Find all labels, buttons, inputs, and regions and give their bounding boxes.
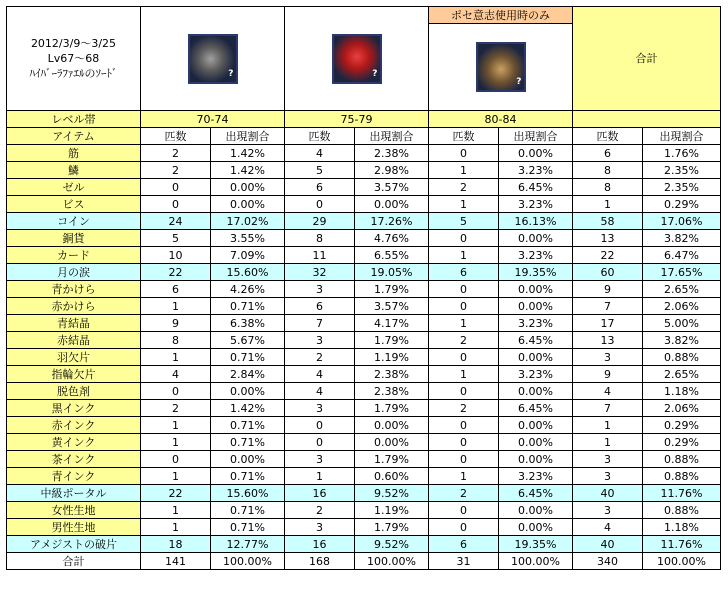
item-name: ゼル bbox=[7, 179, 141, 196]
count-cell: 2 bbox=[285, 502, 355, 519]
rate-cell: 0.00% bbox=[211, 451, 285, 468]
rate-cell: 0.60% bbox=[355, 468, 429, 485]
table-row bbox=[7, 264, 721, 281]
table-row bbox=[7, 434, 721, 451]
count-cell: 1 bbox=[573, 434, 643, 451]
rate-cell: 6.55% bbox=[355, 247, 429, 264]
table-row bbox=[7, 247, 721, 264]
count-cell: 7 bbox=[573, 298, 643, 315]
count-cell: 0 bbox=[429, 383, 499, 400]
count-cell: 8 bbox=[141, 332, 211, 349]
rate-cell: 0.00% bbox=[499, 281, 573, 298]
info-cell bbox=[7, 7, 141, 111]
table-row bbox=[7, 179, 721, 196]
count-cell: 0 bbox=[429, 298, 499, 315]
total-count-cell: 141 bbox=[141, 553, 211, 570]
rate-cell: 4.26% bbox=[211, 281, 285, 298]
count-cell: 16 bbox=[285, 485, 355, 502]
count-cell: 6 bbox=[285, 298, 355, 315]
rate-cell: 17.65% bbox=[643, 264, 721, 281]
rate-cell: 0.88% bbox=[643, 468, 721, 485]
rate-cell: 2.38% bbox=[355, 145, 429, 162]
count-cell: 3 bbox=[285, 400, 355, 417]
rate-cell: 2.84% bbox=[211, 366, 285, 383]
band-total-blank bbox=[573, 111, 721, 128]
count-cell: 10 bbox=[141, 247, 211, 264]
count-cell: 1 bbox=[429, 247, 499, 264]
rate-cell: 1.76% bbox=[643, 145, 721, 162]
rate-cell: 0.00% bbox=[355, 196, 429, 213]
rate-cell: 17.02% bbox=[211, 213, 285, 230]
rate-cell: 1.42% bbox=[211, 400, 285, 417]
brown-dragon-portrait-icon: ? bbox=[476, 42, 526, 92]
totals-row bbox=[7, 553, 721, 570]
count-cell: 1 bbox=[141, 349, 211, 366]
count-cell: 0 bbox=[429, 145, 499, 162]
rate-cell: 0.00% bbox=[499, 417, 573, 434]
count-cell: 2 bbox=[429, 400, 499, 417]
count-cell: 3 bbox=[285, 451, 355, 468]
count-cell: 2 bbox=[141, 162, 211, 179]
count-cell: 11 bbox=[285, 247, 355, 264]
count-cell: 1 bbox=[429, 315, 499, 332]
count-cell: 1 bbox=[141, 468, 211, 485]
table-row bbox=[7, 213, 721, 230]
rate-cell: 0.88% bbox=[643, 502, 721, 519]
rate-cell: 5.00% bbox=[643, 315, 721, 332]
count-cell: 8 bbox=[285, 230, 355, 247]
rate-cell: 3.23% bbox=[499, 196, 573, 213]
rate-header: 出現割合 bbox=[643, 128, 721, 145]
count-cell: 2 bbox=[429, 179, 499, 196]
count-cell: 1 bbox=[429, 468, 499, 485]
table-row bbox=[7, 485, 721, 502]
item-name: 男性生地 bbox=[7, 519, 141, 536]
item-name: 鱗 bbox=[7, 162, 141, 179]
rate-cell: 3.23% bbox=[499, 162, 573, 179]
item-name: 女性生地 bbox=[7, 502, 141, 519]
rate-cell: 0.71% bbox=[211, 417, 285, 434]
rate-cell: 5.67% bbox=[211, 332, 285, 349]
table-row bbox=[7, 383, 721, 400]
count-cell: 6 bbox=[285, 179, 355, 196]
count-cell: 9 bbox=[141, 315, 211, 332]
rate-cell: 0.00% bbox=[499, 383, 573, 400]
rate-cell: 2.06% bbox=[643, 400, 721, 417]
column-header-row bbox=[7, 128, 721, 145]
rate-cell: 0.00% bbox=[499, 298, 573, 315]
rate-cell: 9.52% bbox=[355, 536, 429, 553]
count-cell: 7 bbox=[573, 400, 643, 417]
count-cell: 40 bbox=[573, 536, 643, 553]
rate-cell: 1.42% bbox=[211, 145, 285, 162]
notice-label: ポセ意志使用時のみ bbox=[429, 7, 573, 24]
count-cell: 9 bbox=[573, 281, 643, 298]
rate-cell: 11.76% bbox=[643, 536, 721, 553]
rate-cell: 0.00% bbox=[211, 179, 285, 196]
item-name: 羽欠片 bbox=[7, 349, 141, 366]
rate-cell: 1.79% bbox=[355, 281, 429, 298]
count-cell: 29 bbox=[285, 213, 355, 230]
count-cell: 1 bbox=[285, 468, 355, 485]
rate-header: 出現割合 bbox=[355, 128, 429, 145]
rate-cell: 6.45% bbox=[499, 400, 573, 417]
count-cell: 6 bbox=[429, 264, 499, 281]
rate-cell: 11.76% bbox=[643, 485, 721, 502]
rate-cell: 7.09% bbox=[211, 247, 285, 264]
total-count-cell: 340 bbox=[573, 553, 643, 570]
count-cell: 1 bbox=[141, 417, 211, 434]
totals-label: 合計 bbox=[7, 553, 141, 570]
band-80-84: 80-84 bbox=[429, 111, 573, 128]
count-cell: 0 bbox=[429, 349, 499, 366]
count-cell: 4 bbox=[573, 519, 643, 536]
count-cell: 18 bbox=[141, 536, 211, 553]
total-count-cell: 168 bbox=[285, 553, 355, 570]
rate-cell: 0.71% bbox=[211, 502, 285, 519]
rate-cell: 1.18% bbox=[643, 383, 721, 400]
item-name: 筋 bbox=[7, 145, 141, 162]
count-cell: 22 bbox=[141, 264, 211, 281]
table-row bbox=[7, 451, 721, 468]
count-cell: 0 bbox=[429, 281, 499, 298]
count-cell: 32 bbox=[285, 264, 355, 281]
count-cell: 9 bbox=[573, 366, 643, 383]
rate-cell: 0.00% bbox=[355, 434, 429, 451]
count-cell: 4 bbox=[285, 366, 355, 383]
rate-cell: 19.35% bbox=[499, 536, 573, 553]
count-cell: 0 bbox=[429, 417, 499, 434]
count-cell: 6 bbox=[141, 281, 211, 298]
count-cell: 4 bbox=[285, 383, 355, 400]
item-name: ビス bbox=[7, 196, 141, 213]
gray-beast-portrait-icon: ? bbox=[188, 34, 238, 84]
table-row bbox=[7, 468, 721, 485]
table-row bbox=[7, 332, 721, 349]
rate-cell: 3.23% bbox=[499, 468, 573, 485]
count-cell: 3 bbox=[573, 451, 643, 468]
count-cell: 1 bbox=[573, 196, 643, 213]
count-cell: 2 bbox=[141, 145, 211, 162]
rate-cell: 9.52% bbox=[355, 485, 429, 502]
count-cell: 3 bbox=[285, 519, 355, 536]
rate-cell: 2.35% bbox=[643, 179, 721, 196]
count-cell: 0 bbox=[429, 434, 499, 451]
count-cell: 1 bbox=[141, 298, 211, 315]
rate-cell: 0.71% bbox=[211, 519, 285, 536]
rate-cell: 0.00% bbox=[499, 451, 573, 468]
count-cell: 8 bbox=[573, 162, 643, 179]
count-cell: 8 bbox=[573, 179, 643, 196]
table-row bbox=[7, 366, 721, 383]
table-row bbox=[7, 145, 721, 162]
rate-cell: 3.57% bbox=[355, 298, 429, 315]
item-name: 青かけら bbox=[7, 281, 141, 298]
total-header: 合計 bbox=[573, 7, 721, 111]
rate-cell: 0.29% bbox=[643, 434, 721, 451]
count-cell: 0 bbox=[285, 434, 355, 451]
rate-cell: 12.77% bbox=[211, 536, 285, 553]
item-name: 茶インク bbox=[7, 451, 141, 468]
rate-cell: 3.23% bbox=[499, 366, 573, 383]
count-cell: 7 bbox=[285, 315, 355, 332]
table-row bbox=[7, 230, 721, 247]
item-name: 銅貨 bbox=[7, 230, 141, 247]
rate-cell: 2.98% bbox=[355, 162, 429, 179]
count-cell: 22 bbox=[573, 247, 643, 264]
count-header: 匹数 bbox=[429, 128, 499, 145]
item-name: 指輪欠片 bbox=[7, 366, 141, 383]
rate-cell: 0.00% bbox=[499, 349, 573, 366]
item-name: カード bbox=[7, 247, 141, 264]
rate-cell: 3.23% bbox=[499, 315, 573, 332]
rate-cell: 0.29% bbox=[643, 196, 721, 213]
total-count-cell: 31 bbox=[429, 553, 499, 570]
count-cell: 3 bbox=[573, 349, 643, 366]
count-cell: 3 bbox=[573, 502, 643, 519]
count-cell: 1 bbox=[141, 519, 211, 536]
band-70-74: 70-74 bbox=[141, 111, 285, 128]
count-cell: 0 bbox=[141, 196, 211, 213]
table-row bbox=[7, 502, 721, 519]
count-cell: 0 bbox=[141, 451, 211, 468]
count-cell: 4 bbox=[285, 145, 355, 162]
rate-cell: 0.88% bbox=[643, 451, 721, 468]
rate-cell: 0.00% bbox=[499, 502, 573, 519]
total-rate-cell: 100.00% bbox=[355, 553, 429, 570]
rate-header: 出現割合 bbox=[211, 128, 285, 145]
total-rate-cell: 100.00% bbox=[643, 553, 721, 570]
drop-rate-table bbox=[6, 6, 721, 570]
monster-cell-3 bbox=[429, 24, 573, 111]
count-cell: 40 bbox=[573, 485, 643, 502]
count-cell: 24 bbox=[141, 213, 211, 230]
count-cell: 0 bbox=[429, 230, 499, 247]
rate-cell: 0.71% bbox=[211, 468, 285, 485]
table-row bbox=[7, 315, 721, 332]
rate-cell: 0.00% bbox=[211, 196, 285, 213]
count-cell: 1 bbox=[429, 366, 499, 383]
rate-cell: 6.45% bbox=[499, 332, 573, 349]
rate-cell: 15.60% bbox=[211, 485, 285, 502]
rate-cell: 0.00% bbox=[211, 383, 285, 400]
count-cell: 1 bbox=[141, 434, 211, 451]
rate-cell: 2.38% bbox=[355, 383, 429, 400]
item-name: 黒インク bbox=[7, 400, 141, 417]
item-name: アメジストの破片 bbox=[7, 536, 141, 553]
rate-cell: 0.71% bbox=[211, 298, 285, 315]
item-name: 赤かけら bbox=[7, 298, 141, 315]
total-rate-cell: 100.00% bbox=[211, 553, 285, 570]
rate-cell: 6.45% bbox=[499, 179, 573, 196]
count-cell: 2 bbox=[429, 332, 499, 349]
count-cell: 0 bbox=[429, 451, 499, 468]
rate-cell: 16.13% bbox=[499, 213, 573, 230]
count-cell: 0 bbox=[429, 519, 499, 536]
rate-cell: 4.76% bbox=[355, 230, 429, 247]
rate-cell: 17.06% bbox=[643, 213, 721, 230]
rate-cell: 3.82% bbox=[643, 230, 721, 247]
rate-cell: 3.57% bbox=[355, 179, 429, 196]
rate-cell: 1.79% bbox=[355, 451, 429, 468]
rate-cell: 1.79% bbox=[355, 519, 429, 536]
rate-cell: 2.65% bbox=[643, 281, 721, 298]
count-header: 匹数 bbox=[141, 128, 211, 145]
count-cell: 2 bbox=[141, 400, 211, 417]
count-cell: 6 bbox=[429, 536, 499, 553]
count-cell: 6 bbox=[573, 145, 643, 162]
weapon-text: ﾊｲﾊﾞｰﾗﾌｧｴﾙのｿｰﾄﾞ bbox=[29, 67, 118, 80]
rate-cell: 6.47% bbox=[643, 247, 721, 264]
item-name: 月の涙 bbox=[7, 264, 141, 281]
count-cell: 0 bbox=[141, 179, 211, 196]
count-header: 匹数 bbox=[573, 128, 643, 145]
rate-cell: 2.06% bbox=[643, 298, 721, 315]
table-row bbox=[7, 349, 721, 366]
table-row bbox=[7, 536, 721, 553]
rate-cell: 17.26% bbox=[355, 213, 429, 230]
monster-header-row bbox=[7, 7, 721, 24]
item-name: 脱色剤 bbox=[7, 383, 141, 400]
count-cell: 1 bbox=[141, 502, 211, 519]
count-cell: 16 bbox=[285, 536, 355, 553]
table-row bbox=[7, 196, 721, 213]
rate-cell: 4.17% bbox=[355, 315, 429, 332]
count-cell: 5 bbox=[429, 213, 499, 230]
count-header: 匹数 bbox=[285, 128, 355, 145]
table-row bbox=[7, 281, 721, 298]
count-cell: 60 bbox=[573, 264, 643, 281]
total-rate-cell: 100.00% bbox=[499, 553, 573, 570]
count-cell: 3 bbox=[285, 281, 355, 298]
rate-cell: 2.35% bbox=[643, 162, 721, 179]
table-row bbox=[7, 417, 721, 434]
monster-cell-2 bbox=[285, 7, 429, 111]
item-name: 赤結晶 bbox=[7, 332, 141, 349]
table-row bbox=[7, 298, 721, 315]
rate-cell: 0.00% bbox=[499, 519, 573, 536]
rate-cell: 1.19% bbox=[355, 502, 429, 519]
rate-cell: 0.71% bbox=[211, 434, 285, 451]
count-cell: 13 bbox=[573, 332, 643, 349]
monster-cell-1 bbox=[141, 7, 285, 111]
count-cell: 4 bbox=[141, 366, 211, 383]
rate-cell: 2.65% bbox=[643, 366, 721, 383]
rate-cell: 0.29% bbox=[643, 417, 721, 434]
rate-cell: 6.38% bbox=[211, 315, 285, 332]
red-tentacle-portrait-icon: ? bbox=[332, 34, 382, 84]
rate-cell: 19.35% bbox=[499, 264, 573, 281]
count-cell: 17 bbox=[573, 315, 643, 332]
table-row bbox=[7, 162, 721, 179]
rate-cell: 3.82% bbox=[643, 332, 721, 349]
level-band-label: レベル帯 bbox=[7, 111, 141, 128]
count-cell: 0 bbox=[285, 196, 355, 213]
rate-cell: 19.05% bbox=[355, 264, 429, 281]
count-cell: 2 bbox=[429, 485, 499, 502]
count-cell: 58 bbox=[573, 213, 643, 230]
count-cell: 1 bbox=[429, 196, 499, 213]
rate-cell: 0.00% bbox=[499, 230, 573, 247]
rate-cell: 3.55% bbox=[211, 230, 285, 247]
count-cell: 5 bbox=[285, 162, 355, 179]
rate-cell: 0.00% bbox=[499, 145, 573, 162]
count-cell: 5 bbox=[141, 230, 211, 247]
count-cell: 13 bbox=[573, 230, 643, 247]
item-name: 赤インク bbox=[7, 417, 141, 434]
item-name: コイン bbox=[7, 213, 141, 230]
count-cell: 0 bbox=[141, 383, 211, 400]
rate-cell: 1.79% bbox=[355, 332, 429, 349]
table-row bbox=[7, 519, 721, 536]
band-75-79: 75-79 bbox=[285, 111, 429, 128]
count-cell: 1 bbox=[429, 162, 499, 179]
count-cell: 2 bbox=[285, 349, 355, 366]
rate-cell: 6.45% bbox=[499, 485, 573, 502]
rate-cell: 1.42% bbox=[211, 162, 285, 179]
rate-cell: 15.60% bbox=[211, 264, 285, 281]
item-name: 青結晶 bbox=[7, 315, 141, 332]
count-cell: 1 bbox=[573, 417, 643, 434]
rate-cell: 0.00% bbox=[499, 434, 573, 451]
item-column-label: アイテム bbox=[7, 128, 141, 145]
rate-cell: 0.71% bbox=[211, 349, 285, 366]
rate-cell: 3.23% bbox=[499, 247, 573, 264]
rate-header: 出現割合 bbox=[499, 128, 573, 145]
count-cell: 4 bbox=[573, 383, 643, 400]
count-cell: 0 bbox=[285, 417, 355, 434]
level-text: Lv67～68 bbox=[47, 52, 100, 65]
count-cell: 3 bbox=[285, 332, 355, 349]
rate-cell: 1.18% bbox=[643, 519, 721, 536]
rate-cell: 0.00% bbox=[355, 417, 429, 434]
item-name: 黄インク bbox=[7, 434, 141, 451]
level-band-row bbox=[7, 111, 721, 128]
rate-cell: 2.38% bbox=[355, 366, 429, 383]
count-cell: 3 bbox=[573, 468, 643, 485]
rate-cell: 0.88% bbox=[643, 349, 721, 366]
count-cell: 0 bbox=[429, 502, 499, 519]
rate-cell: 1.19% bbox=[355, 349, 429, 366]
count-cell: 22 bbox=[141, 485, 211, 502]
item-name: 青インク bbox=[7, 468, 141, 485]
item-name: 中級ポータル bbox=[7, 485, 141, 502]
table-row bbox=[7, 400, 721, 417]
rate-cell: 1.79% bbox=[355, 400, 429, 417]
period-text: 2012/3/9～3/25 bbox=[30, 37, 117, 50]
